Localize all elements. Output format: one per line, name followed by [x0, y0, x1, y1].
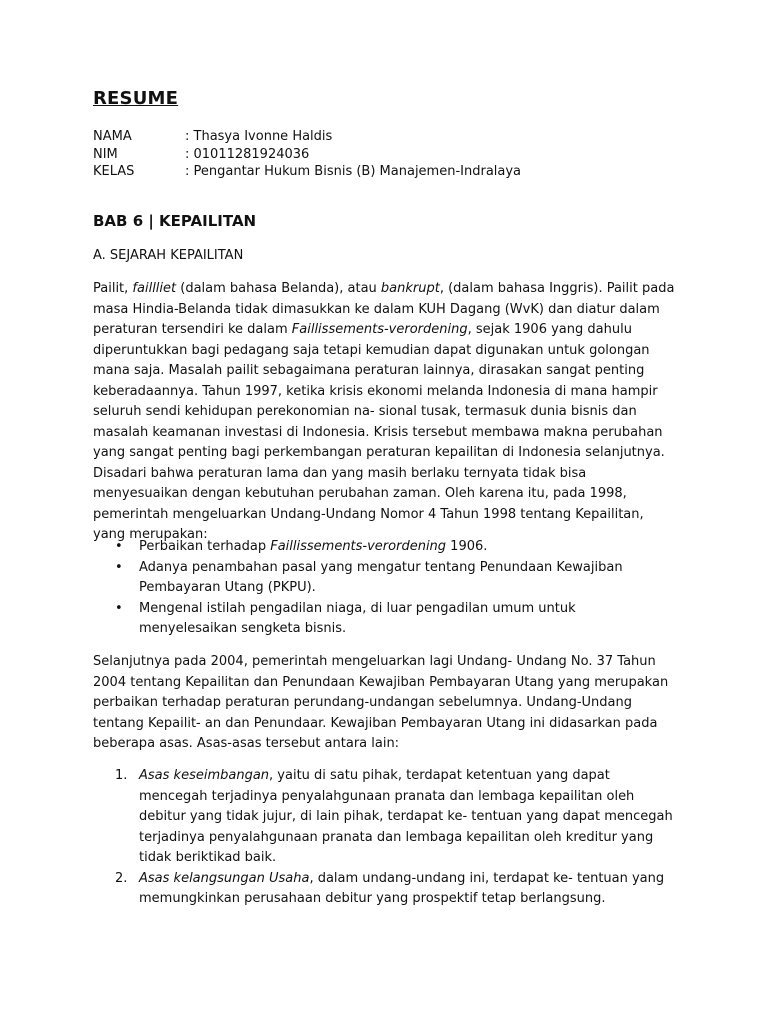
list-item	[93, 599, 675, 640]
italic-term: faillliet	[132, 281, 177, 296]
info-label: KELAS	[93, 164, 135, 179]
text-run: (dalam bahasa Belanda), atau	[176, 281, 381, 296]
paragraph-history	[93, 279, 675, 546]
italic-term: Faillissements-verordening	[291, 322, 468, 337]
list-number: 2.	[115, 870, 128, 886]
list-item	[93, 558, 675, 599]
info-label: NIM	[93, 146, 118, 162]
principles-list	[93, 766, 675, 910]
bullet-list	[93, 537, 675, 640]
principle-name: Asas keseimbangan	[139, 768, 270, 783]
info-value: : 01011281924036	[185, 146, 310, 162]
list-item	[93, 766, 675, 869]
info-row-kelas	[93, 163, 521, 181]
bullet-icon: •	[115, 600, 123, 616]
italic-term: Faillissements-verordening	[270, 539, 447, 554]
student-info	[93, 128, 521, 181]
text-run: , (dalam bahasa Inggris). Pailit pada masa Hindia-Belanda tidak dimasukkan ke dalam KUH Dagang (WvK) dan diatur dalam peraturan tersendiri ke dalam	[93, 281, 675, 337]
paragraph-2004-law: Selanjutnya pada 2004, pemerintah mengeluarkan lagi Undang- Undang No. 37 Tahun 2004 tentang Kepailitan dan Penundaan Kewajiban Pembayaran Utang yang merupakan perbaikan terhadap peraturan perundang-undangan sebelumnya. Undang-Undang tentang Kepailit- an dan Penundaar. Kewajiban Pembayaran Utang ini didasarkan pada beberapa asas. Asas-asas tersebut antara lain:	[93, 654, 669, 751]
principle-text: , yaitu di satu pihak, terdapat ketentuan yang dapat mencegah terjadinya penyalahgunaan pranata dan lembaga kepailitan oleh debitur yang tidak jujur, di lain pihak, terdapat ke- tentuan yang dapat mencegah terjadinya penyalahgunaan pranata dan lembaga kepailitan oleh kreditur yang tidak beriktikad baik.	[139, 768, 673, 865]
text-run: 1906.	[446, 539, 488, 554]
list-item	[93, 869, 675, 910]
info-row-nim	[93, 146, 521, 164]
document-title: RESUME	[93, 88, 179, 109]
bullet-icon: •	[115, 539, 123, 554]
text-run: Mengenal istilah pengadilan niaga, di luar pengadilan umum untuk menyelesaikan sengketa bisnis.	[139, 600, 576, 636]
info-label: NAMA	[93, 129, 132, 144]
text-run: Adanya penambahan pasal yang mengatur tentang Penundaan Kewajiban Pembayaran Utang (PKPU).	[139, 559, 623, 595]
info-value: : Pengantar Hukum Bisnis (B) Manajemen-Indralaya	[185, 164, 522, 179]
list-item	[93, 537, 675, 558]
principle-name: Asas kelangsungan Usaha	[139, 870, 310, 886]
bullet-icon: •	[115, 559, 123, 575]
text-run: Perbaikan terhadap	[139, 539, 271, 554]
info-row-nama	[93, 128, 521, 146]
section-heading: A. SEJARAH KEPAILITAN	[93, 248, 244, 263]
principle-text: , dalam undang-undang ini, terdapat ke- tentuan yang memungkinkan perusahaan debitur yang prospektif tetap berlangsung.	[139, 870, 665, 906]
italic-term: bankrupt	[380, 281, 440, 296]
text-run: , sejak 1906 yang dahulu diperuntukkan bagi pedagang saja tetapi kemudian dapat digunakan untuk golongan mana saja. Masalah pailit sebagaimana peraturan lainnya, dirasakan sangat penting keberadaannya. Tahun 1997, ketika krisis ekonomi melanda Indonesia di mana hampir seluruh sendi kehidupan perekonomian na- sional tusak, termasuk dunia bisnis dan masalah keamanan investasi di Indonesia. Krisis tersebut membawa makna perubahan yang sangat penting bagi perkembangan peraturan kepailitan di Indonesia selanjutnya. Disadari bahwa peraturan lama dan yang masih berlaku ternyata tidak bisa menyesuaikan dengan kebutuhan perubahan zaman. Oleh karena itu, pada 1998, pemerintah mengeluarkan Undang-Undang Nomor 4 Tahun 1998 tentang Kepailitan, yang merupakan:	[93, 322, 665, 542]
chapter-heading: BAB 6 | KEPAILITAN	[93, 212, 257, 230]
list-number: 1.	[115, 768, 128, 783]
info-value: : Thasya Ivonne Haldis	[185, 129, 333, 144]
text-run: Pailit,	[93, 281, 133, 296]
